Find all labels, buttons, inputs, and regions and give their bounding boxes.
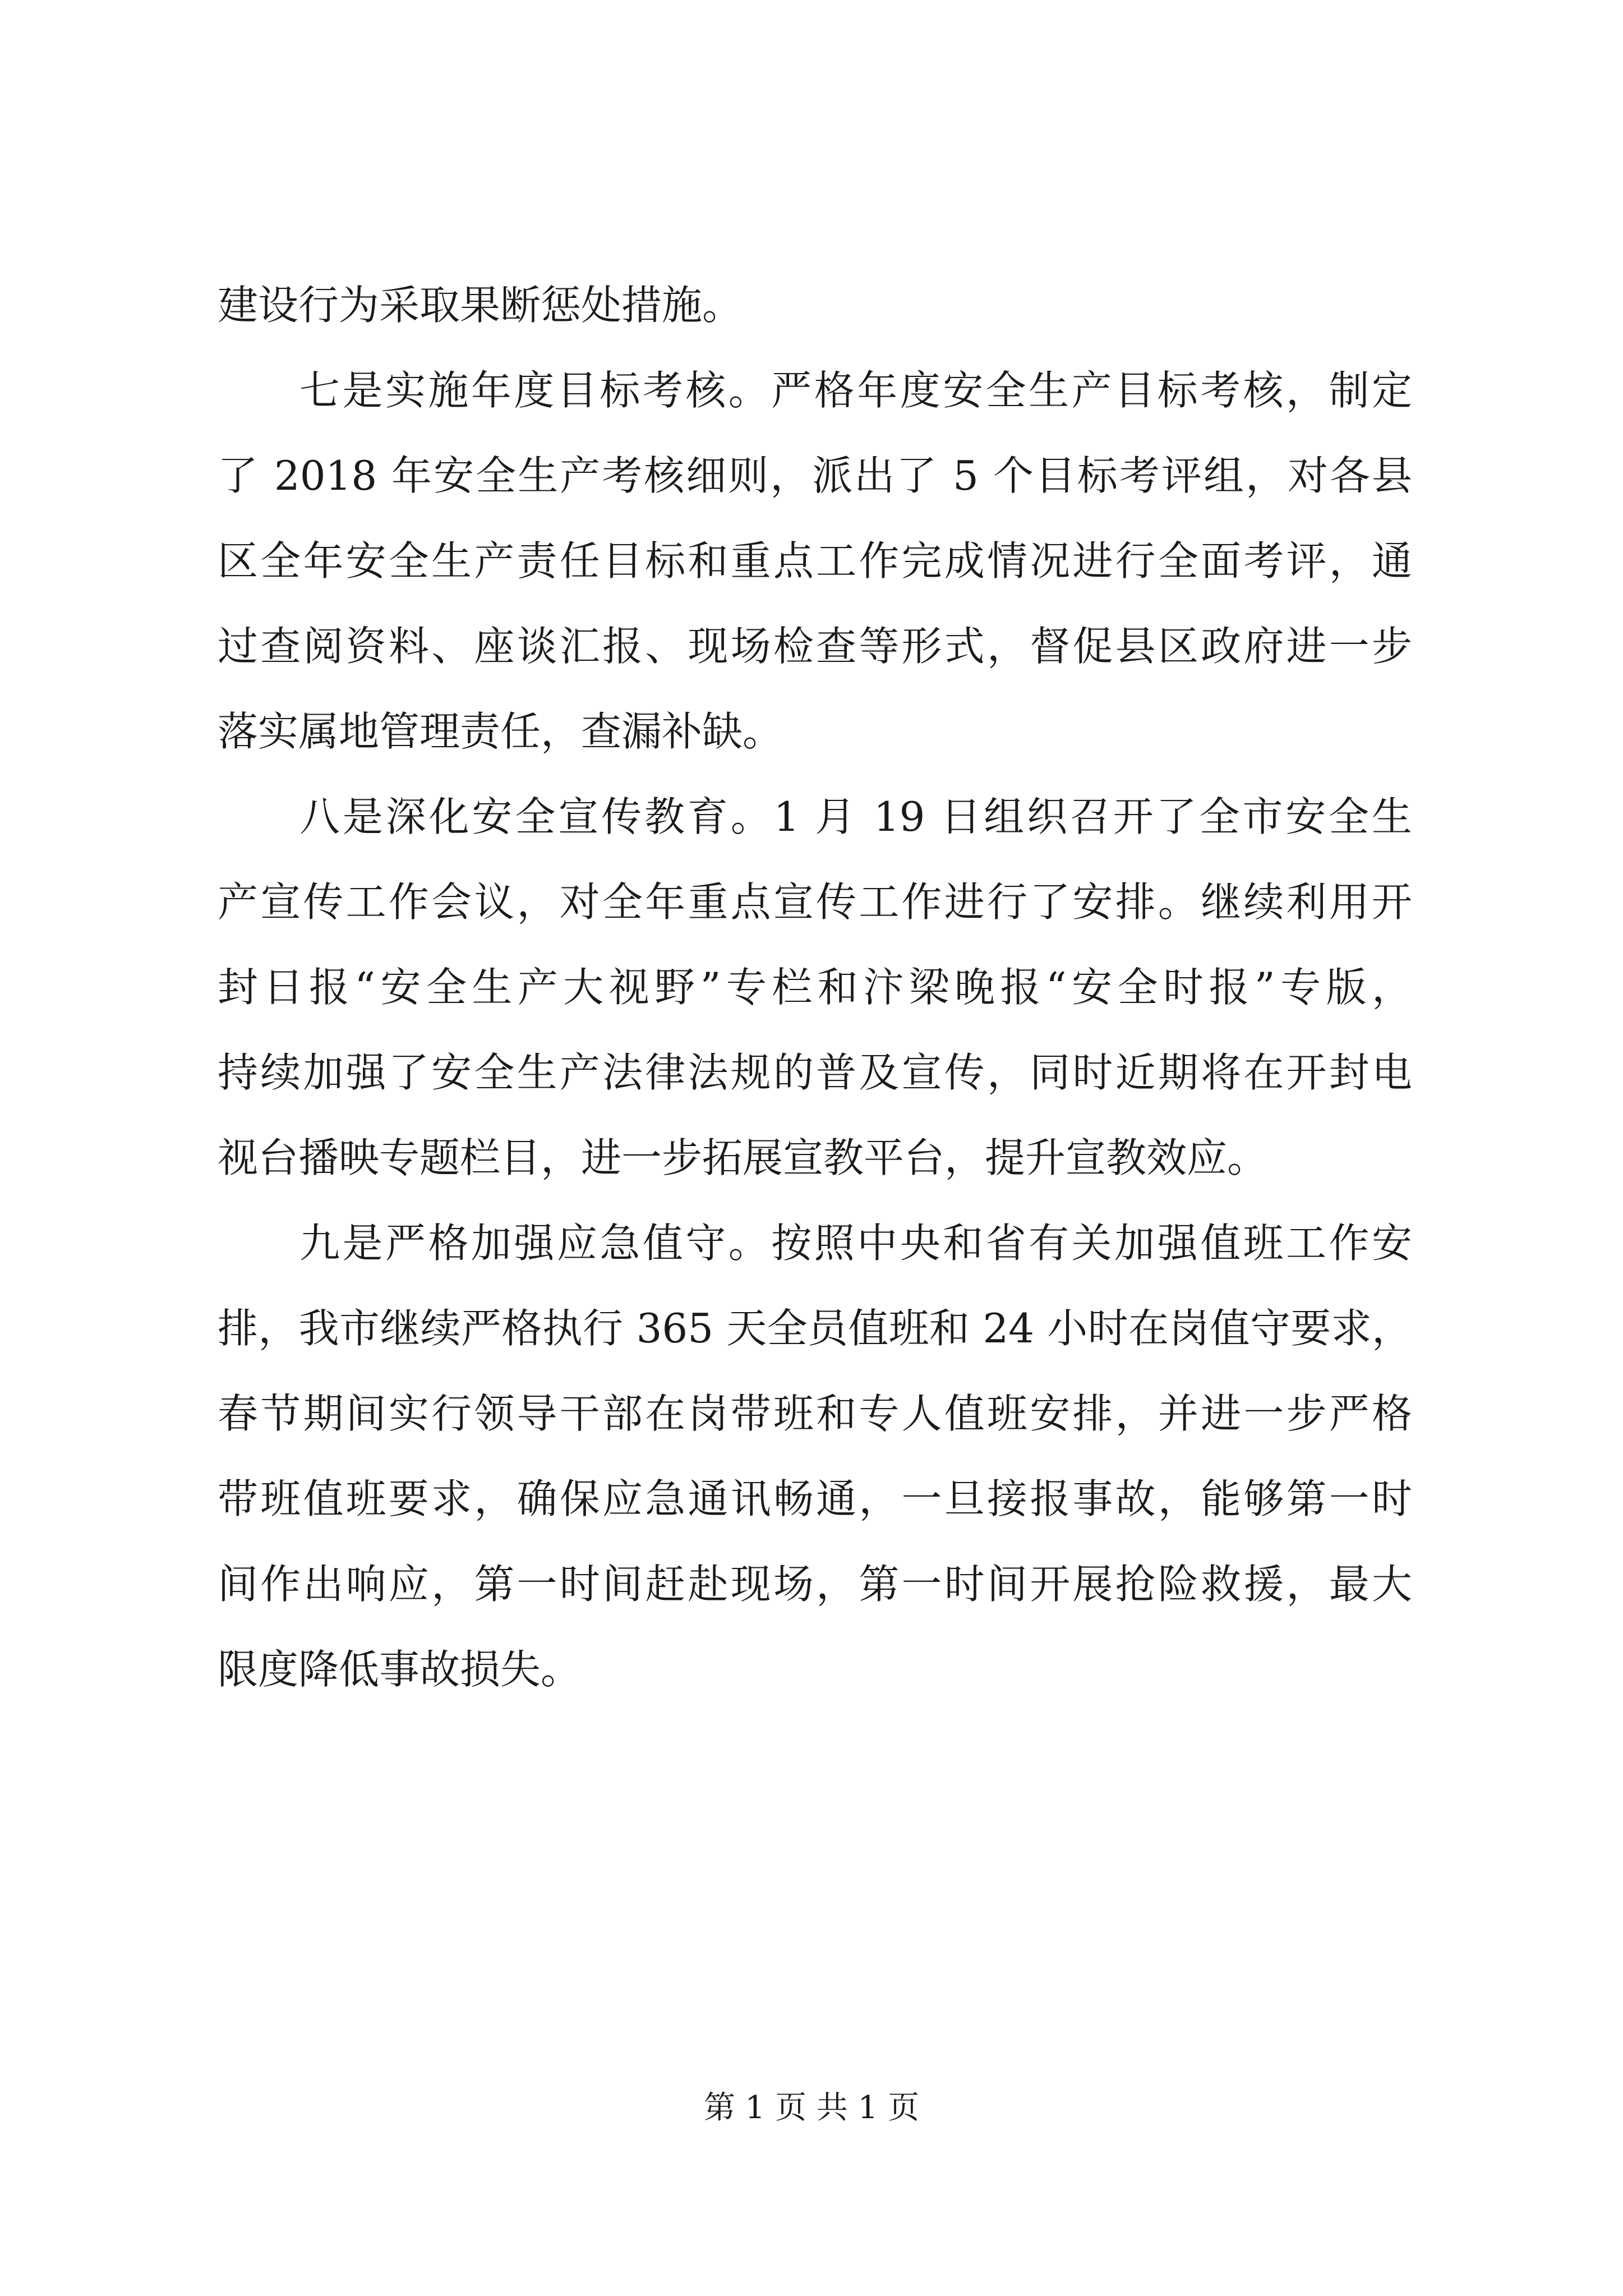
- paragraph-first-line: 九是严格加强应急值守。按照中央和省有关加强值班工作安: [299, 1220, 1412, 1267]
- text-line: 过查阅资料、座谈汇报、现场检查等形式，督促县区政府进一步: [218, 623, 1412, 670]
- text-line: 带班值班要求，确保应急通讯畅通，一旦接报事故，能够第一时: [218, 1475, 1412, 1522]
- text-line: 产宣传工作会议，对全年重点宣传工作进行了安排。继续利用开: [218, 878, 1412, 926]
- text-line: 间作出响应，第一时间赶赴现场，第一时间开展抢险救援，最大: [218, 1561, 1412, 1608]
- text-line: 限度降低事故损失。: [218, 1646, 582, 1693]
- text-line: 落实属地管理责任，查漏补缺。: [218, 708, 783, 755]
- document-body: [218, 263, 1412, 1712]
- text-line: 持续加强了安全生产法律法规的普及宣传，同时近期将在开封电: [218, 1049, 1412, 1096]
- text-line: 建设行为采取果断惩处措施。: [218, 282, 743, 329]
- paragraph-first-line: 七是实施年度目标考核。严格年度安全生产目标考核，制定: [299, 367, 1412, 414]
- text-line: 区全年安全生产责任目标和重点工作完成情况进行全面考评，通: [218, 537, 1412, 585]
- text-line: 了 2018 年安全生产考核细则，派出了 5 个目标考评组，对各县: [218, 452, 1412, 499]
- page-number-footer: 第 1 页 共 1 页: [703, 2090, 920, 2126]
- text-line: 视台播映专题栏目，进一步拓展宣教平台，提升宣教效应。: [218, 1134, 1268, 1181]
- text-line: 封日报“安全生产大视野”专栏和汴梁晚报“安全时报”专版，: [218, 964, 1412, 1011]
- text-line: 春节期间实行领导干部在岗带班和专人值班安排，并进一步严格: [218, 1390, 1412, 1437]
- text-line: 排，我市继续严格执行 365 天全员值班和 24 小时在岗值守要求，: [218, 1305, 1412, 1352]
- paragraph-first-line: 八是深化安全宣传教育。1 月 19 日组织召开了全市安全生: [299, 793, 1412, 840]
